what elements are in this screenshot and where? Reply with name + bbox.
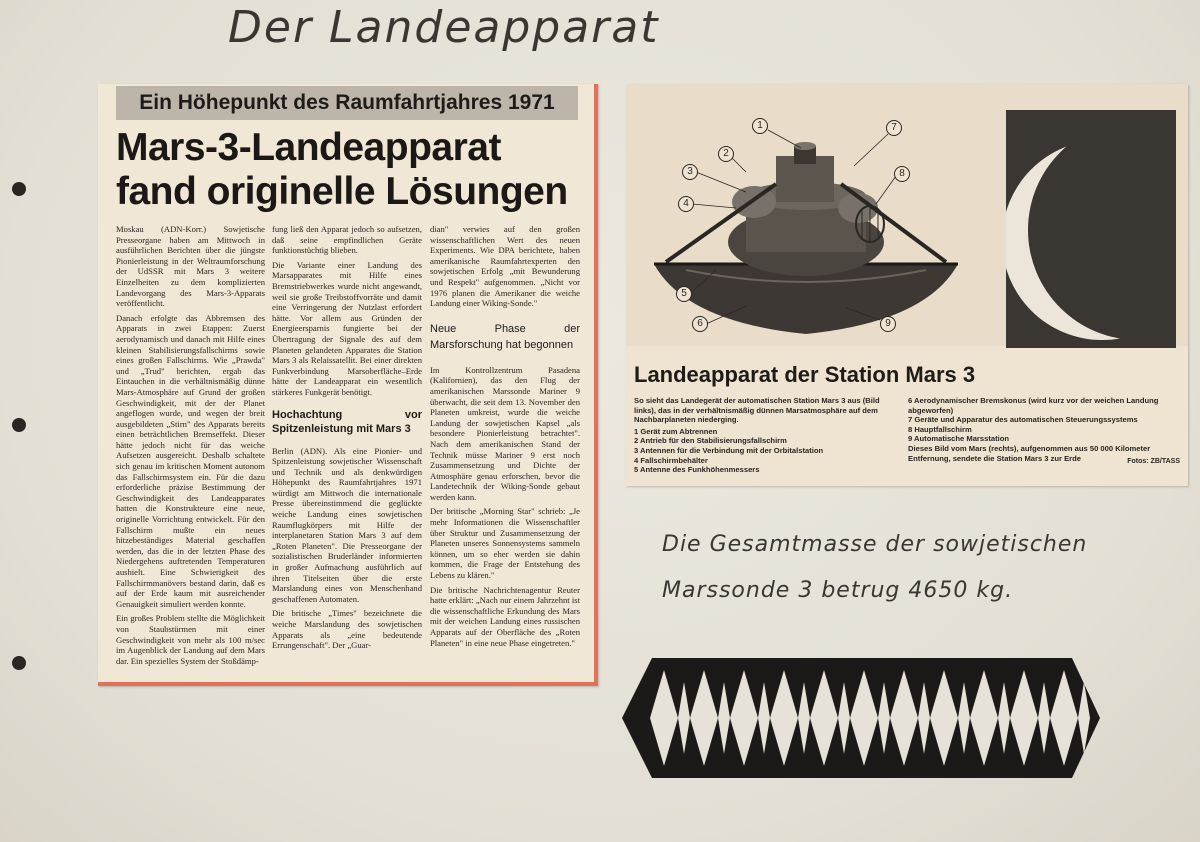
article-subhead: Neue Phase der Marsforschung hat begonnen	[430, 322, 580, 351]
caption-legend-item: 5 Antenne des Funkhöhenmessers	[634, 465, 760, 475]
headline-line: fand originelle Lösungen	[116, 170, 568, 213]
paragraph: Im Kontrollzentrum Pasadena (Kalifornien), das den Flug der amerikanischen Marssonde Mariner 9 überwacht, die seit dem 13. November den Planeten umkreist, wurde die weiche Landung der sowjetischen Kapsel „als besondere Pionierleistung betrachtet". Nach dem amerikanischen Stand der Technik müsse Mariner 9 erst noch Zusammensetzung und Dichte der Atmosphäre genau erforschen, bevor die Landetechnik der Wiking-Sonde gebaut werden kann.	[430, 364, 580, 502]
lander-illustration	[626, 84, 1188, 346]
caption-legend-item: 1 Gerät zum Abtrennen	[634, 426, 718, 436]
caption-legend-list	[908, 396, 1180, 444]
figure-title: Landeapparat der Station Mars 3	[634, 362, 976, 387]
caption-legend-item: 4 Fallschirmbehälter	[634, 455, 708, 465]
callout-number: 7	[886, 120, 902, 136]
article-column-3	[430, 224, 580, 652]
mars-photo	[1006, 110, 1176, 348]
caption-legend-item: 8 Hauptfallschirm	[908, 424, 972, 434]
callout-number: 1	[752, 118, 768, 134]
headline-line: Mars-3-Landeapparat	[116, 126, 501, 169]
paragraph: Die britische Nachrichtenagentur Reuter hatte erklärt: „Nach nur einem Jahrzehnt ist die wissenschaftliche Erkundung des Mars mit der weichen Landung eines russischen Apparats auf der Oberfläche des „Roten Planeten" in eine neue Phase eingetreten."	[430, 584, 580, 648]
figure-caption-right	[908, 396, 1180, 463]
handwritten-note: Marssonde 3 betrug 4650 kg.	[662, 578, 1014, 603]
callout-number: 8	[894, 166, 910, 182]
paragraph: Der britische „Morning Star" schrieb: „Je mehr Informationen die Wissenschaftler über Struktur und Zusammensetzung der Planeten unseres Sonnensystems sammeln können, um so eher werden sie dahin kommen, die Frage der Entstehung des Lebens zu klären."	[430, 506, 580, 581]
paragraph: Berlin (ADN). Als eine Pionier- und Spitzenleistung sowjetischer Wissenschaft und Technik und als denkwürdigen Höhepunkt des Raumfahrtjahres 1971 würdigt am Mittwoch die internationale Presse übereinstimmend die geglückte weiche Landung eines sowjetischen Raumflugkörpers mit Hilfe der interplanetaren Station Mars 3 auf dem „Roten Planeten". Die Presseorgane der sozialistischen Bruderländer informierten in großer Aufmachung ausführlich auf ihren Titelseiten über die erste Marslandung eines von Menschenhand geschaffenen Automaten.	[272, 445, 422, 604]
caption-intro: So sieht das Landegerät der automatischen Station Mars 3 aus (Bild links), das in der verhältnismäßig dünnen Marsatmosphäre auf dem Nachbarplaneten niederging.	[634, 396, 880, 425]
callout-number: 4	[678, 196, 694, 212]
newspaper-clipping-photo	[626, 84, 1188, 486]
article-kicker: Ein Höhepunkt des Raumfahrtjahres 1971	[116, 86, 578, 120]
callout-number: 6	[692, 316, 708, 332]
caption-photo-note: Dieses Bild vom Mars (rechts), aufgenommen aus 50 000 Kilometer Entfernung, sendete die Station Mars 3 zur Erde	[908, 443, 1151, 463]
punch-hole	[12, 656, 26, 670]
paragraph: Danach erfolgte das Abbremsen des Apparats in zwei Etappen: Zuerst aerodynamisch und danach mit Hilfe eines kleinen Stabilisierungsfallschirms sowie eines großen Fallschirms. Wie „Prawda" und „Trud" berichten, ergab das Eintauchen in die verhältnismäßig dünne Mars-Atmosphäre auf Grund der großen Geschwindigkeit, mit der der Planet angeflogen wurde, und wegen der breit ausgebildeten „Stirn" des Apparats bereits einen beträchtlichen Bremseffekt. Dieser hätte jedoch nicht für das weiche Aufsetzen ausgereicht. Deshalb schaltete sich genau im kritischen Moment autonom das Fallschirmsystem ein. Für die dazu erforderliche präzise Bestimmung der Geschwindigkeit des Landeapparates hatten die Konstrukteure eine neue, originelle Vorrichtung entwickelt. Für den Fallschirm mußte ein neues hitzebeständiges Material geschaffen werden, das die in der letzten Phase des Niedergehens auftretenden Temperaturen aushielt. Eine Schwierigkeit des Fallschirmmanövers bestand darin, daß es auf der Erde kaum mit ausreichender Genauigkeit simuliert werden konnte.	[116, 312, 265, 609]
caption-legend-item: 6 Aerodynamischer Bremskonus (wird kurz vor der weichen Landung abgeworfen)	[908, 396, 1159, 415]
paragraph: fung ließ den Apparat jedoch so aufsetzen, daß seine empfindlichen Geräte funktionstüchtig blieben.	[272, 224, 422, 256]
callout-number: 9	[880, 316, 896, 332]
photo-credit: Fotos: ZB/TASS	[1127, 458, 1180, 465]
caption-legend-item: 3 Antennen für die Verbindung mit der Orbitalstation	[634, 445, 824, 455]
figure-caption-left	[634, 396, 900, 475]
caption-legend-item: 2 Antrieb für den Stabilisierungsfallschirm	[634, 436, 787, 446]
paragraph: dian" verwies auf den großen wissenschaftlichen Wert des neuen Experiments. Wie DPA berichtete, haben amerikanische Raumfahrtexperten den sowjetischen Erfolg „mit Bewunderung und Respekt" aufgenommen. „Nicht vor 1976 planen die Amerikaner die weiche Landung einer Wiking-Sonde."	[430, 224, 580, 309]
callout-number: 2	[718, 146, 734, 162]
punch-hole	[12, 182, 26, 196]
lander-drawing	[626, 84, 1006, 346]
paragraph: Moskau (ADN-Korr.) Sowjetische Presseorgane haben am Mittwoch in ausführlichen Berichten über die jüngste Pionierleistung in der Weltraumforschung der UdSSR mit Mars 3 weitere Einzelheiten zu dem komplizierten Landevorgang des Mars-3-Apparats veröffentlicht.	[116, 224, 265, 309]
punch-hole	[12, 418, 26, 432]
newspaper-clipping-article	[98, 84, 598, 686]
caption-legend-list	[634, 427, 900, 475]
paragraph: Ein großes Problem stellte die Möglichkeit von Staubstürmen mit einer Geschwindigkeit von mehr als 100 m/sec im Augenblick der Landung auf dem Mars dar. Ein spezielles System der Stoßdämp-	[116, 613, 265, 666]
paper-cut-ornament	[622, 652, 1102, 784]
caption-legend-item: 9 Automatische Marsstation	[908, 434, 1009, 444]
article-headline	[116, 126, 586, 214]
article-subhead: Hochachtung vor Spitzenleistung mit Mars 3	[272, 408, 422, 435]
handwritten-note: Die Gesamtmasse der sowjetischen	[662, 532, 1088, 557]
article-column-2	[272, 224, 422, 655]
article-column-1	[116, 224, 265, 670]
caption-legend-item: 7 Geräte und Apparatur des automatischen Steuerungssystems	[908, 415, 1138, 425]
paragraph: Die britische „Times" bezeichnete die weiche Marslandung des sowjetischen Apparats als „eine bedeutende Errungenschaft". Der „Guar-	[272, 608, 422, 651]
handwritten-title: Der Landeapparat	[228, 2, 660, 53]
callout-number: 3	[682, 164, 698, 180]
callout-number: 5	[676, 286, 692, 302]
paragraph: Die Variante einer Landung des Marsapparates mit Hilfe eines Bremstriebwerkes wurde nicht angewandt, weil sie große Treibstoffvorräte und damit eine Verringerung der Nutzlast erfordert hätte. Vor allem aus Gründen der Energieersparnis fungierte bei der Übertragung der Signale des auf dem Planeten gelandeten Apparates die Station Mars 3 als Relaissatellit. Bei einer direkten Funkverbindung Marsoberfläche–Erde hätte der Landeapparat ein wesentlich stärkeres Funkgerät benötigt.	[272, 259, 422, 397]
